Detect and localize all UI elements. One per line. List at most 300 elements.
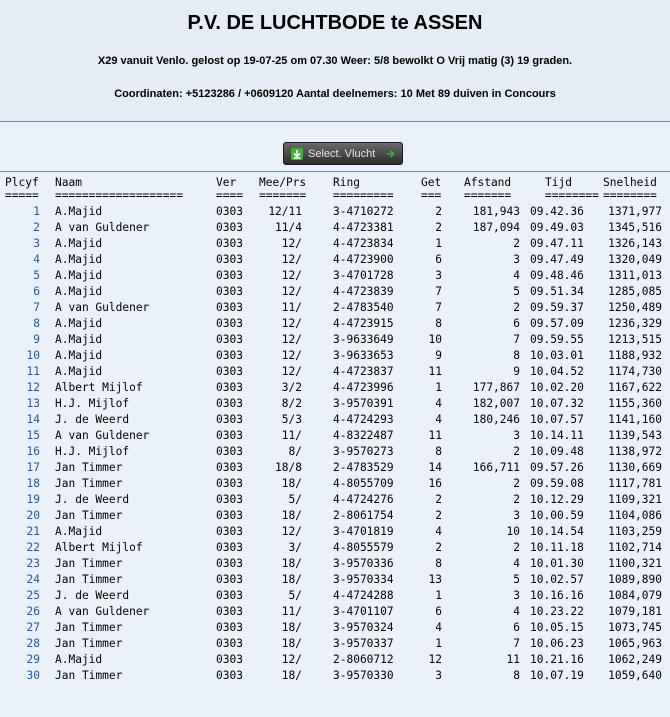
- row-tijd: 10.05.15: [530, 621, 584, 634]
- row-tijd: 10.02.20: [530, 381, 584, 394]
- row-naam: Jan Timmer: [55, 477, 123, 490]
- row-plcyf-link[interactable]: 19: [26, 493, 40, 506]
- row-plcyf-link[interactable]: 24: [26, 573, 40, 586]
- row-get: 1: [435, 637, 442, 650]
- row-ring: 2-4783529: [333, 461, 394, 474]
- row-ver: 0303: [216, 605, 243, 618]
- table-row: [0, 636, 670, 652]
- table-row: [0, 220, 670, 236]
- row-snelheid: 1167,622: [608, 381, 662, 394]
- row-get: 8: [435, 557, 442, 570]
- row-ring: 3-9570330: [333, 669, 394, 682]
- row-naam: J. de Weerd: [55, 413, 130, 426]
- row-plcyf-link[interactable]: 16: [26, 445, 40, 458]
- table-body: [0, 204, 670, 684]
- row-tijd: 09.59.55: [530, 333, 584, 346]
- row-afstand: 8: [513, 349, 520, 362]
- row-ring: 4-4723834: [333, 237, 394, 250]
- row-afstand: 5: [513, 573, 520, 586]
- page-title: P.V. DE LUCHTBODE te ASSEN: [187, 12, 483, 34]
- row-get: 8: [435, 317, 442, 330]
- arrow-icon: [386, 149, 396, 159]
- row-naam: Jan Timmer: [55, 669, 123, 682]
- row-get: 9: [435, 349, 442, 362]
- row-ring: 3-9570324: [333, 621, 394, 634]
- row-mee-prs: 12/: [281, 365, 302, 378]
- row-afstand: 7: [513, 333, 520, 346]
- row-snelheid: 1155,360: [608, 397, 662, 410]
- table-row: [0, 268, 670, 284]
- row-ring: 4-4723381: [333, 221, 394, 234]
- row-ver: 0303: [216, 509, 243, 522]
- row-tijd: 10.07.32: [530, 397, 584, 410]
- row-mee-prs: 18/: [281, 477, 302, 490]
- row-plcyf-link[interactable]: 29: [26, 653, 40, 666]
- row-ver: 0303: [216, 285, 243, 298]
- table-separator-row: [0, 189, 670, 204]
- row-get: 14: [428, 461, 442, 474]
- row-get: 8: [435, 445, 442, 458]
- row-naam: A.Majid: [55, 653, 103, 666]
- sep-plcyf: =====: [5, 189, 39, 202]
- row-naam: H.J. Mijlof: [55, 397, 130, 410]
- row-get: 3: [435, 669, 442, 682]
- row-naam: Jan Timmer: [55, 461, 123, 474]
- row-plcyf-link[interactable]: 28: [26, 637, 40, 650]
- row-ver: 0303: [216, 637, 243, 650]
- row-get: 2: [435, 221, 442, 234]
- row-naam: J. de Weerd: [55, 589, 130, 602]
- row-ver: 0303: [216, 541, 243, 554]
- sep-snelheid: ========: [603, 189, 657, 202]
- row-ver: 0303: [216, 237, 243, 250]
- table-row: [0, 524, 670, 540]
- col-get-header: Get: [421, 176, 442, 189]
- row-get: 6: [435, 253, 442, 266]
- row-ring: 2-4783540: [333, 301, 394, 314]
- row-snelheid: 1062,249: [608, 653, 662, 666]
- row-mee-prs: 11/: [281, 605, 302, 618]
- row-afstand: 4: [513, 605, 520, 618]
- row-tijd: 09.48.46: [530, 269, 584, 282]
- row-mee-prs: 12/: [281, 285, 302, 298]
- table-row: [0, 204, 670, 220]
- row-naam: A van Guldener: [55, 429, 150, 442]
- row-ring: 3-9633649: [333, 333, 394, 346]
- table-row: [0, 604, 670, 620]
- row-afstand: 177,867: [472, 381, 520, 394]
- row-plcyf-link[interactable]: 10: [26, 349, 40, 362]
- row-ver: 0303: [216, 205, 243, 218]
- row-snelheid: 1059,640: [608, 669, 662, 682]
- row-snelheid: 1103,259: [608, 525, 662, 538]
- table-row: [0, 284, 670, 300]
- row-tijd: 10.14.11: [530, 429, 584, 442]
- row-afstand: 187,094: [472, 221, 520, 234]
- row-ring: 4-4723996: [333, 381, 394, 394]
- row-ver: 0303: [216, 269, 243, 282]
- row-get: 7: [435, 285, 442, 298]
- row-mee-prs: 12/: [281, 525, 302, 538]
- row-ver: 0303: [216, 381, 243, 394]
- table-row: [0, 348, 670, 364]
- row-mee-prs: 11/: [281, 301, 302, 314]
- row-naam: A.Majid: [55, 317, 103, 330]
- row-naam: A.Majid: [55, 349, 103, 362]
- row-ring: 4-8322487: [333, 429, 394, 442]
- row-plcyf-link[interactable]: 4: [33, 253, 40, 266]
- table-row: [0, 572, 670, 588]
- row-plcyf-link[interactable]: 27: [26, 621, 40, 634]
- sep-mee: =======: [259, 189, 307, 202]
- row-snelheid: 1100,321: [608, 557, 662, 570]
- row-tijd: 09.59.08: [530, 477, 584, 490]
- row-get: 12: [428, 653, 442, 666]
- row-ver: 0303: [216, 621, 243, 634]
- row-plcyf-link[interactable]: 2: [33, 221, 40, 234]
- table-row: [0, 620, 670, 636]
- row-snelheid: 1236,329: [608, 317, 662, 330]
- row-mee-prs: 12/: [281, 269, 302, 282]
- table-row: [0, 556, 670, 572]
- row-naam: A van Guldener: [55, 605, 150, 618]
- table-row: [0, 444, 670, 460]
- row-ring: 4-4723837: [333, 365, 394, 378]
- row-afstand: 7: [513, 637, 520, 650]
- col-tijd-header: Tijd: [545, 176, 572, 189]
- row-naam: Albert Mijlof: [55, 541, 143, 554]
- row-naam: Albert Mijlof: [55, 381, 143, 394]
- row-ring: 3-9570391: [333, 397, 394, 410]
- table-row: [0, 364, 670, 380]
- row-afstand: 2: [513, 237, 520, 250]
- row-get: 16: [428, 477, 442, 490]
- row-ring: 4-4724293: [333, 413, 394, 426]
- table-row: [0, 460, 670, 476]
- row-snelheid: 1250,489: [608, 301, 662, 314]
- row-ver: 0303: [216, 365, 243, 378]
- row-mee-prs: 12/: [281, 237, 302, 250]
- row-naam: Jan Timmer: [55, 509, 123, 522]
- row-tijd: 10.12.29: [530, 493, 584, 506]
- row-mee-prs: 3/2: [281, 381, 302, 394]
- row-tijd: 10.01.30: [530, 557, 584, 570]
- row-mee-prs: 12/: [281, 253, 302, 266]
- row-afstand: 2: [513, 541, 520, 554]
- row-plcyf-link[interactable]: 11: [26, 365, 40, 378]
- col-plcyf-header: Plcyf: [5, 176, 39, 189]
- row-plcyf-link[interactable]: 18: [26, 477, 40, 490]
- row-ver: 0303: [216, 397, 243, 410]
- row-naam: Jan Timmer: [55, 637, 123, 650]
- row-plcyf-link[interactable]: 20: [26, 509, 40, 522]
- row-afstand: 5: [513, 285, 520, 298]
- row-tijd: 10.11.18: [530, 541, 584, 554]
- row-plcyf-link[interactable]: 13: [26, 397, 40, 410]
- sep-ver: ====: [216, 189, 243, 202]
- row-plcyf-link[interactable]: 5: [33, 269, 40, 282]
- row-plcyf-link[interactable]: 12: [26, 381, 40, 394]
- row-afstand: 181,943: [472, 205, 520, 218]
- row-ver: 0303: [216, 573, 243, 586]
- col-naam-header: Naam: [55, 176, 82, 189]
- row-snelheid: 1174,730: [608, 365, 662, 378]
- row-naam: A.Majid: [55, 333, 103, 346]
- row-plcyf-link[interactable]: 7: [33, 301, 40, 314]
- row-plcyf-link[interactable]: 22: [26, 541, 40, 554]
- row-get: 1: [435, 381, 442, 394]
- row-mee-prs: 12/11: [268, 205, 302, 218]
- row-plcyf-link[interactable]: 6: [33, 285, 40, 298]
- row-ver: 0303: [216, 429, 243, 442]
- row-mee-prs: 18/8: [275, 461, 302, 474]
- table-row: [0, 668, 670, 684]
- row-ring: 4-8055709: [333, 477, 394, 490]
- row-tijd: 09.47.49: [530, 253, 584, 266]
- row-afstand: 3: [513, 429, 520, 442]
- row-mee-prs: 8/2: [281, 397, 302, 410]
- row-get: 4: [435, 525, 442, 538]
- row-plcyf-link[interactable]: 17: [26, 461, 40, 474]
- row-get: 3: [435, 269, 442, 282]
- row-afstand: 10: [506, 525, 520, 538]
- row-get: 2: [435, 509, 442, 522]
- row-afstand: 2: [513, 301, 520, 314]
- row-tijd: 10.07.57: [530, 413, 584, 426]
- row-plcyf-link[interactable]: 25: [26, 589, 40, 602]
- row-get: 13: [428, 573, 442, 586]
- row-mee-prs: 18/: [281, 621, 302, 634]
- row-ver: 0303: [216, 557, 243, 570]
- row-naam: A.Majid: [55, 285, 103, 298]
- row-ver: 0303: [216, 589, 243, 602]
- row-ring: 2-8060712: [333, 653, 394, 666]
- row-ring: 3-9570336: [333, 557, 394, 570]
- table-row: [0, 380, 670, 396]
- row-get: 11: [428, 365, 442, 378]
- col-afstand-header: Afstand: [464, 176, 512, 189]
- row-get: 2: [435, 205, 442, 218]
- row-snelheid: 1104,086: [608, 509, 662, 522]
- row-ver: 0303: [216, 493, 243, 506]
- row-plcyf-link[interactable]: 26: [26, 605, 40, 618]
- row-ring: 3-4710272: [333, 205, 394, 218]
- row-mee-prs: 18/: [281, 637, 302, 650]
- row-afstand: 8: [513, 669, 520, 682]
- row-ring: 4-4723839: [333, 285, 394, 298]
- row-naam: A.Majid: [55, 525, 103, 538]
- row-tijd: 10.02.57: [530, 573, 584, 586]
- row-mee-prs: 18/: [281, 669, 302, 682]
- row-snelheid: 1109,321: [608, 493, 662, 506]
- row-plcyf-link[interactable]: 23: [26, 557, 40, 570]
- row-tijd: 10.03.01: [530, 349, 584, 362]
- col-ver-header: Ver: [216, 176, 237, 189]
- row-afstand: 4: [513, 557, 520, 570]
- row-naam: A van Guldener: [55, 301, 150, 314]
- row-tijd: 09.42.36: [530, 205, 584, 218]
- table-row: [0, 252, 670, 268]
- row-plcyf-link[interactable]: 21: [26, 525, 40, 538]
- row-ring: 3-9570337: [333, 637, 394, 650]
- row-snelheid: 1188,932: [608, 349, 662, 362]
- row-naam: Jan Timmer: [55, 557, 123, 570]
- row-snelheid: 1141,160: [608, 413, 662, 426]
- row-get: 6: [435, 605, 442, 618]
- row-snelheid: 1138,972: [608, 445, 662, 458]
- row-snelheid: 1311,013: [608, 269, 662, 282]
- row-ver: 0303: [216, 669, 243, 682]
- row-ring: 3-9633653: [333, 349, 394, 362]
- select-flight-button[interactable]: [283, 142, 403, 165]
- row-snelheid: 1213,515: [608, 333, 662, 346]
- sep-ring: =========: [333, 189, 394, 202]
- row-mee-prs: 11/: [281, 429, 302, 442]
- table-row: [0, 508, 670, 524]
- row-naam: A.Majid: [55, 237, 103, 250]
- row-naam: A van Guldener: [55, 221, 150, 234]
- row-plcyf-link[interactable]: 15: [26, 429, 40, 442]
- row-ring: 3-4701107: [333, 605, 394, 618]
- row-mee-prs: 18/: [281, 509, 302, 522]
- row-naam: H.J. Mijlof: [55, 445, 130, 458]
- row-mee-prs: 5/3: [281, 413, 302, 426]
- page-header: [0, 0, 670, 122]
- row-ver: 0303: [216, 461, 243, 474]
- row-plcyf-link[interactable]: 14: [26, 413, 40, 426]
- select-flight-label: Select. Vlucht: [308, 148, 376, 160]
- row-tijd: 09.51.34: [530, 285, 584, 298]
- table-row: [0, 316, 670, 332]
- row-get: 1: [435, 237, 442, 250]
- row-tijd: 10.07.19: [530, 669, 584, 682]
- row-plcyf-link[interactable]: 1: [33, 205, 40, 218]
- row-plcyf-link[interactable]: 8: [33, 317, 40, 330]
- col-mee-header: Mee/Prs: [259, 176, 307, 189]
- col-ring-header: Ring: [333, 176, 360, 189]
- row-snelheid: 1345,516: [608, 221, 662, 234]
- sep-afstand: =======: [464, 189, 512, 202]
- row-tijd: 09.59.37: [530, 301, 584, 314]
- col-snelheid-header: Snelheid: [603, 176, 657, 189]
- row-afstand: 2: [513, 477, 520, 490]
- row-naam: J. de Weerd: [55, 493, 130, 506]
- row-ring: 3-9570334: [333, 573, 394, 586]
- row-ring: 3-4701819: [333, 525, 394, 538]
- table-row: [0, 652, 670, 668]
- row-ring: 2-8061754: [333, 509, 394, 522]
- row-mee-prs: 8/: [288, 445, 302, 458]
- row-afstand: 3: [513, 253, 520, 266]
- row-get: 2: [435, 493, 442, 506]
- row-naam: A.Majid: [55, 365, 103, 378]
- row-mee-prs: 5/: [288, 493, 302, 506]
- table-row: [0, 428, 670, 444]
- row-plcyf-link[interactable]: 30: [26, 669, 40, 682]
- row-snelheid: 1089,890: [608, 573, 662, 586]
- row-plcyf-link[interactable]: 9: [33, 333, 40, 346]
- row-ver: 0303: [216, 333, 243, 346]
- row-ring: 4-4724276: [333, 493, 394, 506]
- row-snelheid: 1117,781: [608, 477, 662, 490]
- row-ver: 0303: [216, 221, 243, 234]
- row-snelheid: 1326,143: [608, 237, 662, 250]
- row-tijd: 10.09.48: [530, 445, 584, 458]
- row-tijd: 09.47.11: [530, 237, 584, 250]
- row-afstand: 166,711: [472, 461, 520, 474]
- row-naam: Jan Timmer: [55, 573, 123, 586]
- row-tijd: 10.14.54: [530, 525, 584, 538]
- row-ring: 4-8055579: [333, 541, 394, 554]
- row-snelheid: 1079,181: [608, 605, 662, 618]
- row-mee-prs: 3/: [288, 541, 302, 554]
- row-mee-prs: 18/: [281, 557, 302, 570]
- row-snelheid: 1320,049: [608, 253, 662, 266]
- row-ring: 4-4723915: [333, 317, 394, 330]
- row-mee-prs: 12/: [281, 317, 302, 330]
- row-afstand: 3: [513, 589, 520, 602]
- row-tijd: 09.57.09: [530, 317, 584, 330]
- row-get: 4: [435, 621, 442, 634]
- row-snelheid: 1073,745: [608, 621, 662, 634]
- row-ver: 0303: [216, 253, 243, 266]
- row-naam: A.Majid: [55, 253, 103, 266]
- row-ring: 3-9570273: [333, 445, 394, 458]
- row-naam: A.Majid: [55, 205, 103, 218]
- row-snelheid: 1371,977: [608, 205, 662, 218]
- row-tijd: 09.57.26: [530, 461, 584, 474]
- row-get: 10: [428, 333, 442, 346]
- row-ver: 0303: [216, 525, 243, 538]
- row-afstand: 182,007: [472, 397, 520, 410]
- table-row: [0, 476, 670, 492]
- coordinates-info: Coordinaten: +5123286 / +0609120 Aantal deelnemers: 10 Met 89 duiven in Concours: [114, 88, 556, 100]
- row-mee-prs: 18/: [281, 573, 302, 586]
- row-ring: 3-4701728: [333, 269, 394, 282]
- row-snelheid: 1084,079: [608, 589, 662, 602]
- row-ver: 0303: [216, 301, 243, 314]
- row-get: 1: [435, 589, 442, 602]
- row-mee-prs: 12/: [281, 333, 302, 346]
- row-tijd: 10.23.22: [530, 605, 584, 618]
- row-afstand: 6: [513, 621, 520, 634]
- table-row: [0, 412, 670, 428]
- table-row: [0, 396, 670, 412]
- row-ver: 0303: [216, 445, 243, 458]
- sep-tijd: ========: [545, 189, 599, 202]
- row-plcyf-link[interactable]: 3: [33, 237, 40, 250]
- row-ver: 0303: [216, 477, 243, 490]
- row-mee-prs: 12/: [281, 653, 302, 666]
- row-tijd: 10.00.59: [530, 509, 584, 522]
- table-row: [0, 236, 670, 252]
- table-row: [0, 332, 670, 348]
- row-afstand: 3: [513, 509, 520, 522]
- flight-info: X29 vanuit Venlo. gelost op 19-07-25 om 07.30 Weer: 5/8 bewolkt O Vrij matig (3) 19 graden.: [97, 55, 573, 67]
- row-naam: Jan Timmer: [55, 621, 123, 634]
- row-ver: 0303: [216, 413, 243, 426]
- row-ver: 0303: [216, 349, 243, 362]
- table-row: [0, 492, 670, 508]
- row-snelheid: 1102,714: [608, 541, 662, 554]
- download-icon: [291, 148, 303, 160]
- row-get: 4: [435, 413, 442, 426]
- table-row: [0, 588, 670, 604]
- sep-get: ===: [421, 189, 442, 202]
- row-mee-prs: 11/4: [275, 221, 302, 234]
- row-mee-prs: 5/: [288, 589, 302, 602]
- row-mee-prs: 12/: [281, 349, 302, 362]
